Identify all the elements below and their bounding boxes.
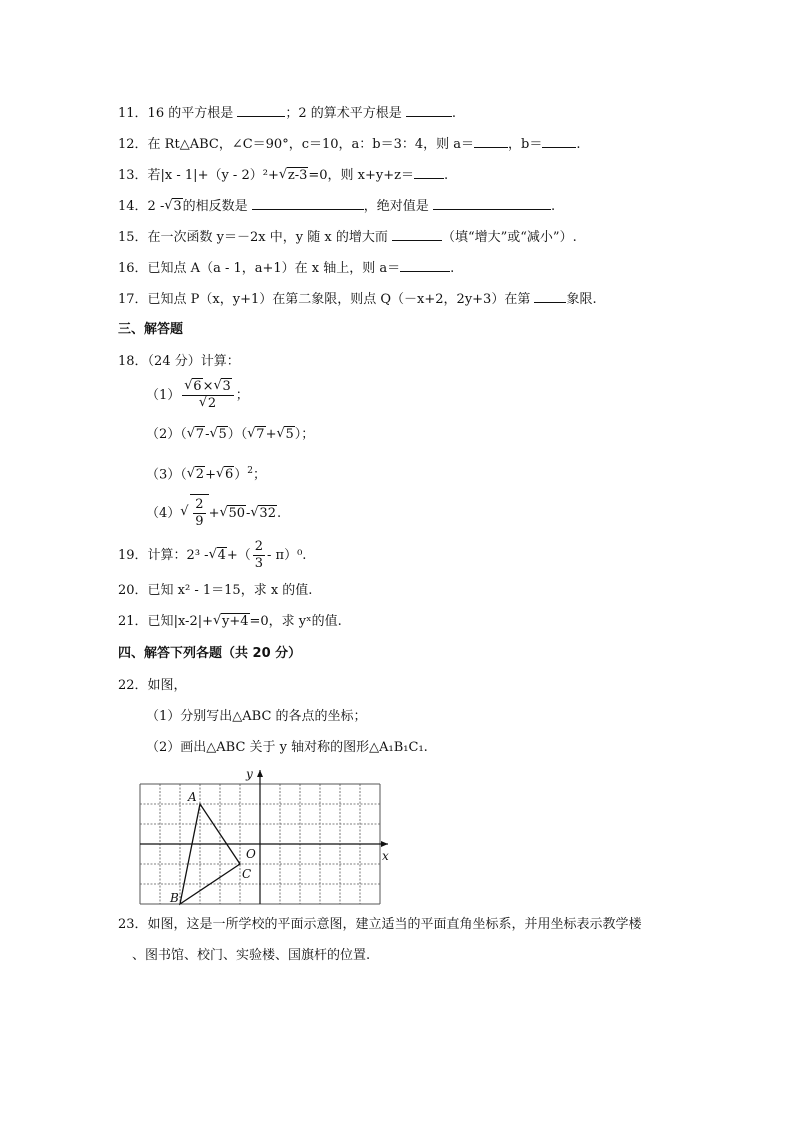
answer-blank[interactable] bbox=[400, 259, 450, 272]
question-15: 15．在一次函数 y＝－2x 中，y 随 x 的增大而 （填“增大”或“减小”）. bbox=[118, 230, 577, 245]
answer-blank[interactable] bbox=[433, 197, 551, 210]
question-20: 20．已知 x² - 1＝15，求 x 的值. bbox=[118, 583, 313, 598]
answer-blank[interactable] bbox=[237, 104, 285, 117]
q18-part-2: （2）（√ 7-√ 5）（√ 7+√ 5）； bbox=[146, 426, 314, 444]
triangle-abc bbox=[180, 804, 240, 904]
q22-part-2: （2）画出△ABC 关于 y 轴对称的图形△A₁B₁C₁. bbox=[146, 740, 428, 755]
section-heading: 三、解答题 bbox=[118, 322, 184, 337]
answer-blank[interactable] bbox=[534, 290, 566, 303]
answer-blank[interactable] bbox=[406, 104, 452, 117]
label-origin: O bbox=[246, 847, 256, 861]
label-a: A bbox=[188, 790, 197, 804]
question-19: 19．计算：2³ -√ 4+（ $\frac{2}{3}$ - π）⁰. bbox=[118, 538, 306, 574]
question-16: 16．已知点 A（a - 1，a+1）在 x 轴上，则 a＝ . bbox=[118, 261, 455, 276]
section-heading: 四、解答下列各题（共 20 分） bbox=[118, 646, 302, 661]
q18-part-1: （1） √ 6×√ 3 √ 2 ； bbox=[146, 378, 249, 414]
label-x-axis: x bbox=[382, 849, 389, 863]
question-14: 14．2 -√ 3的相反数是 ，绝对值是 . bbox=[118, 197, 555, 216]
question-12: 12．在 Rt△ABC，∠C＝90°，c＝10，a：b＝3：4，则 a＝ ，b＝ . bbox=[118, 137, 581, 152]
coordinate-grid-figure bbox=[136, 764, 396, 908]
answer-blank[interactable] bbox=[542, 135, 576, 148]
label-y-axis: y bbox=[246, 767, 253, 781]
answer-blank[interactable] bbox=[474, 135, 508, 148]
question-13: 13．若|x - 1|+（y - 2）²+√ z-3=0，则 x+y+z＝ . bbox=[118, 166, 448, 185]
radical: √ $\frac{2}{9}$ bbox=[180, 494, 208, 533]
label-c: C bbox=[242, 867, 252, 881]
question-18: 18．（24 分）计算： bbox=[118, 354, 240, 369]
x-axis-arrow bbox=[381, 841, 388, 847]
question-17: 17．已知点 P（x，y+1）在第二象限，则点 Q（－x+2，2y+3）在第 象限. bbox=[118, 292, 597, 307]
fraction: √ 6×√ 3 √ 2 bbox=[182, 379, 233, 412]
question-23: 23．如图，这是一所学校的平面示意图，建立适当的平面直角坐标系，并用坐标表示教学楼 bbox=[118, 917, 642, 932]
q22-part-1: （1）分别写出△ABC 的各点的坐标； bbox=[146, 709, 367, 724]
q18-part-4: （4） √ $\frac{2}{9}$ +√ 50-√ 32. bbox=[146, 494, 281, 533]
radical: √ z-3 bbox=[279, 167, 309, 185]
answer-blank[interactable] bbox=[252, 197, 364, 210]
radical: √ 3 bbox=[164, 198, 182, 216]
answer-blank[interactable] bbox=[392, 228, 442, 241]
question-22: 22．如图， bbox=[118, 678, 187, 693]
q18-part-3: （3）（√ 2+√ 6）$^2$； bbox=[146, 462, 266, 484]
triangle-abc-outline bbox=[180, 804, 240, 904]
label-b: B bbox=[170, 891, 179, 905]
question-21: 21．已知|x-2|+√ y+4=0，求 yˣ的值. bbox=[118, 613, 342, 631]
question-23-cont: 、图书馆、校门、实验楼、国旗杆的位置. bbox=[132, 948, 371, 963]
question-11: 11．16 的平方根是 ；2 的算术平方根是 . bbox=[118, 106, 457, 121]
answer-blank[interactable] bbox=[414, 166, 444, 179]
y-axis-arrow bbox=[257, 770, 263, 777]
figure-labels bbox=[169, 767, 389, 905]
